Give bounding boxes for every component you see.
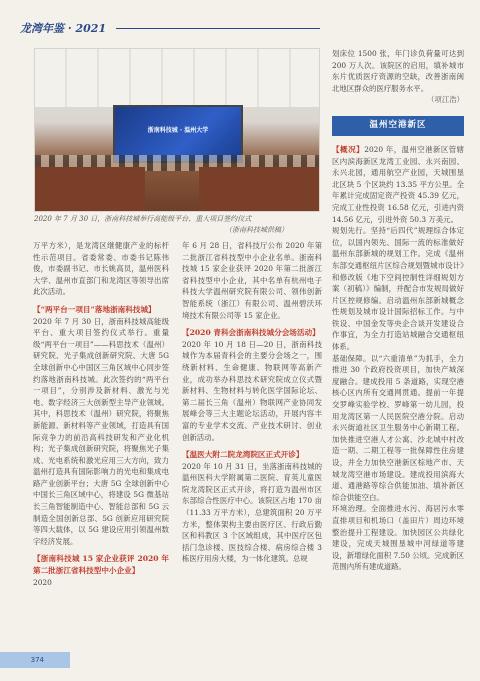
yearbook-title: 龙湾年鉴 · 2021	[20, 22, 107, 35]
section-heading: 【温医大附二院龙湾院区正式开诊】	[182, 450, 304, 460]
page-header	[20, 16, 320, 40]
paragraph: 划床位 1500 张，年门诊负荷量可达到 200 万人次。该院区的启用，填补城市东片优质医疗资源的空缺，改善浙南闽北地区群众的医疗服务水平。	[332, 49, 464, 93]
column-2	[182, 240, 322, 565]
photo-caption	[34, 214, 318, 236]
column-1	[33, 240, 169, 588]
paragraph: 2020 年 10 月 31 日，坐落浙南科技城的温州医科大学附属第二医院、育英儿童医院龙湾院区正式开诊，将打造为温州市区东部综合性医疗中心。该院区占地 170 亩（11.33 万平方米），总建筑面积 20 万平方米，整体架构主要由医疗区、行政后勤区和科教区 3 个区域组成，其中医疗区包括门急诊楼、医技综合楼、病房综合楼 3 栋医疗用房大楼，为一体化建筑。总规	[182, 461, 322, 564]
paragraph: 基础保障。以“六重清单”为抓手，全力推进 30 个政府投资项目，加快产城深度融合。建成投用 5 条道路，实现空港核心区内所有交通网贯通。提前一年提交罗峰实验学校、罗峰第一幼儿园，投用龙湾区第一人民医院空港分院。启动永兴街道社区卫生服务中心新期工程。加快推进空港人才公寓、沙北城中村改造一期、二期工程等一批保障性住房建设，并全力加快空港新区棕地产市、天城龙湾空港市场建设。建成投用滨海大道、通港路等综合供能加油、填补新区综合供能空白。	[332, 353, 464, 502]
section-heading: 【浙南科技城 15 家企业获评 2020 年第二批浙江省科技型中小企业】	[33, 554, 169, 576]
page-number: 374	[30, 656, 44, 664]
paragraph: 环境治理。全面推进水污、海居污水零直排项目和机场口（盖田片）周边环境整治提升工程建设。加快园区公共绿化建设，完成天城围垦城中河绿道等建设，新增绿化面积 7.50 公顷。完成新区范围内所有建成道路。	[332, 504, 465, 572]
paragraph-text: 2020 年，温州空港新区管辖区内滨海新区龙湾工业园、永兴南园、永兴北园，通用航空产业园，天城围垦北区块 5 个区块约 13.35 平方公里。全年累计完成固定资产投资 45.39 亿元，完成工业性投资 16.58 亿元，引进内资 14.56 亿元，引进外资 50.3 万美元。	[332, 144, 464, 224]
section-title-box	[332, 116, 464, 136]
paragraph: 万平方米），是龙湾区继健康产业的标杆性示范项目。省委常委、市委书记陈伟俊，市委副书记、市长姚高员，温州医科大学、温州市直部门和龙湾区等领导出席此次活动。	[33, 241, 169, 297]
caption-line-2: （浙南科技城供稿）	[225, 226, 288, 234]
paragraph: 2020 年 7 月 30 日，浙南科技城高能级平台、重大项目签约仪式举行。重量级“两平台一项目”——科思技术（温州）研究院、光子集成创新研究院、大唐 5G 全球创新中心中国区三角区域中心同步签约落地浙南科技城。此次签约的“两平台一项目”，分别涉及新材料、激光与光电、数字经济三大创新型主导产业领域。其中，科思技术（温州）研究院，将聚焦新能源、新材料等产业领域，打造具有国际竞争力的前沿高科技研发和产业化机构；光子集成创新研究院，将聚焦光子集成、光电系统和激光应用三大方向，致力温州打造具有国际影响力的光电和集成电路产业创新平台；大唐 5G 全球创新中心中国长三角区域中心，将建设 5G 微基站长三角智能制造中心、智能总部和 5G 云制造全国创新总部、5G 创新应用研究院等四大载体，以 5G 建设应用引领温州数字经济发展。	[33, 316, 169, 546]
photo-table-right	[199, 167, 319, 211]
header-rule	[116, 28, 320, 29]
paragraph: 年 6 月 28 日，省科技厅公布 2020 年第二批浙江省科技型中小企业名单。浙南科技城 15 家企业获评 2020 年第二批浙江省科技型中小企业，其中名单有杭州电子科技大学温州研究院有限公司、领伟创新智能系统（浙江）有限公司、温州碧沃环境技术有限公司等 15 家企业。	[182, 241, 322, 320]
section-heading: 【“两平台一项目”落地浙南科技城】	[33, 304, 156, 314]
paragraph	[332, 144, 464, 225]
paragraph: 2020 年 10 月 18 日—20 日，浙南科技城作为本届青科会的主要分会场之一，围绕新材料、生命健康、物联网等高新产业，成功举办科思技术研究院成立仪式暨新材料、生物材料与转化医学国际论坛、第二届长三角（温州）物联网产业协同发展峰会等三大主题论坛活动，开展内容丰富的专业学术交流、产业技术研讨、创业创新活动。	[182, 339, 322, 442]
section-title: 温州空港新区	[369, 120, 427, 131]
caption-line-1: 2020 年 7 月 30 日，浙南科技城举行高能级平台、重大项目签约仪式	[34, 215, 252, 223]
meeting-photo	[34, 48, 320, 212]
photo-screen-text: 浙南科技城 · 温州大学	[147, 127, 209, 134]
photo-table-left	[35, 167, 145, 211]
section-heading: 【2020 青科会浙南科技城分会场活动】	[182, 328, 320, 338]
paragraph: 规划先行。坚持“后四代”规理综合体定位，以国内领先、国际一流的标准做好温州东部新城的规划工作。完成《温州东部交通枢纽片区综合规划暨城市设计》和修改版《地下空间控制性详细规划方案（初稿）》编制，并配合市发规局做好片区控规修编。启动温州东部新城概念性规划及城市设计国际招标工作。与中铁设、中国金发等央企合谈开发建设合作事宜，为全力打造站城融合交通枢纽体系。	[332, 226, 464, 352]
photo-ceiling	[35, 49, 319, 107]
author-credit: （项江浩）	[427, 95, 464, 105]
column-3	[332, 48, 464, 573]
paragraph: 2020	[33, 577, 52, 587]
section-heading: 【概况】	[332, 144, 365, 154]
page-number-tab	[0, 652, 70, 668]
